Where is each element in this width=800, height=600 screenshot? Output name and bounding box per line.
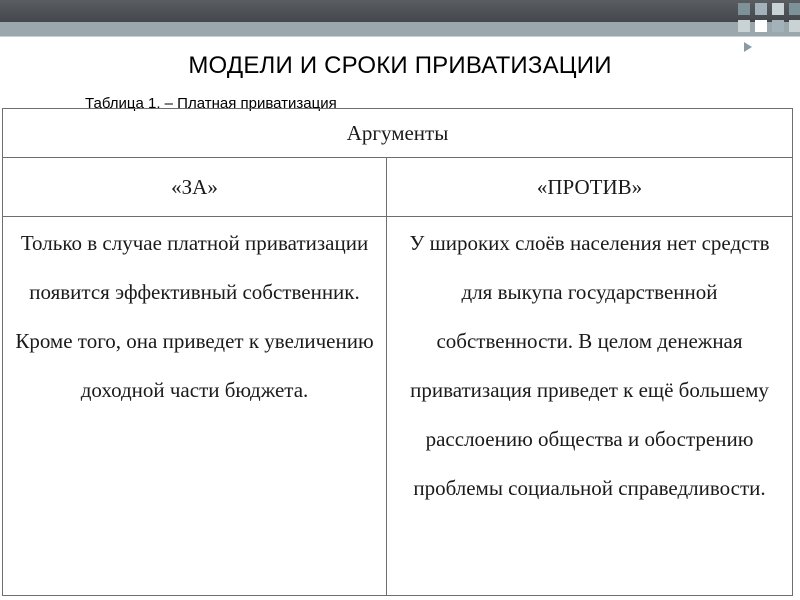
table-header-cell: Аргументы xyxy=(3,109,793,158)
decorative-square xyxy=(738,20,750,32)
header-divider xyxy=(0,36,800,37)
cell-contra: У широких слоёв населения нет средств для выкупа государственной собственности. В целом денежная приватизация приведет к ещё большему расслоению общества и обострению проблемы социальной справедливости. xyxy=(387,217,793,596)
header-band xyxy=(0,0,800,22)
table-row xyxy=(3,217,793,596)
decorative-square xyxy=(755,20,767,32)
decorative-square xyxy=(738,3,750,15)
decorative-square xyxy=(789,20,800,32)
column-headers-row xyxy=(3,158,793,217)
decorative-square xyxy=(755,3,767,15)
slide-title: МОДЕЛИ И СРОКИ ПРИВАТИЗАЦИИ xyxy=(188,52,612,79)
decorative-square xyxy=(789,3,800,15)
cell-pro: Только в случае платной приватизации появится эффективный собственник. Кроме того, она приведет к увеличению доходной части бюджета. xyxy=(3,217,387,596)
column-header-pro: «ЗА» xyxy=(3,158,387,217)
table-caption: Таблица 1. – Платная приватизация xyxy=(85,95,337,112)
column-header-contra: «ПРОТИВ» xyxy=(387,158,793,217)
header-accent-band xyxy=(0,22,800,36)
decorative-square xyxy=(772,3,784,15)
triangle-icon xyxy=(744,42,752,52)
decorative-square xyxy=(772,20,784,32)
arguments-table xyxy=(2,108,793,596)
table-header-row xyxy=(3,109,793,158)
